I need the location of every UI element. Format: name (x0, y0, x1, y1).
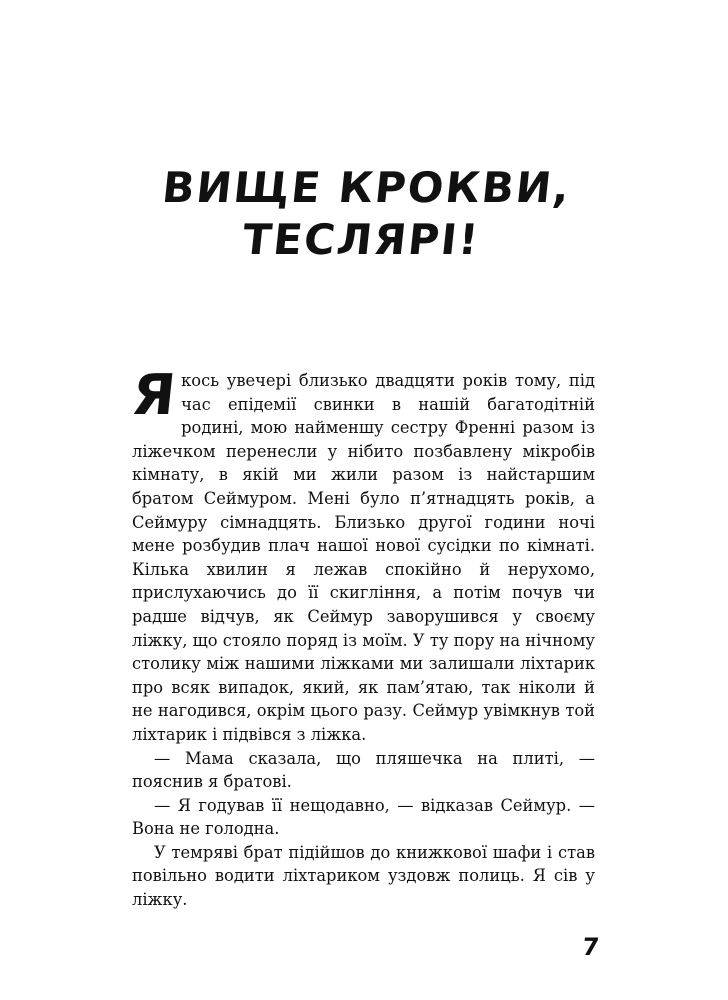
paragraph-2: — Мама сказала, що пляшечка на плиті, — пояснив я братові. (132, 748, 595, 792)
paragraph-3: — Я годував її нещодавно, — відказав Сеймур. — Вона не голодна. (132, 795, 595, 839)
paragraph-1 (128, 363, 595, 747)
body-text (128, 363, 595, 912)
chapter-title-line-2: ТЕСЛЯРІ! (240, 215, 483, 264)
paragraph-4: У темряві брат підійшов до книжкової шафи і став повільно водити ліхтариком уздовж полиць. Я сів у ліжку. (132, 842, 595, 910)
chapter-title (0, 162, 728, 266)
paragraph-1-text: кось увечері близько двадцяти років тому, під час епідемії свинки в нашій багатодітній родині, мою найменшу сестру Френні разом із ліжечком перенесли у нібито позбавлену мікробів кімнату, в якій ми жили разом із найстаршим братом Сеймуром. Мені було п’ятнадцять років, а Сеймуру сімнадцять. Близько другої години ночі мене розбудив плач нашої нової сусідки по кімнаті. Кілька хвилин я лежав спокійно й нерухомо, прислухаючись до її скигління, а потім почув чи радше відчув, як Сеймур заворушився у своєму ліжку, що стояло поряд із моїм. У ту пору на нічному столику між нашими ліжками ми залишали ліхтарик про всяк випадок, який, як пам’ятаю, так ніколи й не нагодився, окрім цього разу. Сеймур увімкнув той ліхтарик і підвівся з ліжка. (132, 371, 595, 744)
page-number: 7 (580, 933, 601, 961)
chapter-title-line-1: ВИЩЕ КРОКВИ, (159, 163, 574, 212)
drop-cap: Я (128, 363, 179, 428)
